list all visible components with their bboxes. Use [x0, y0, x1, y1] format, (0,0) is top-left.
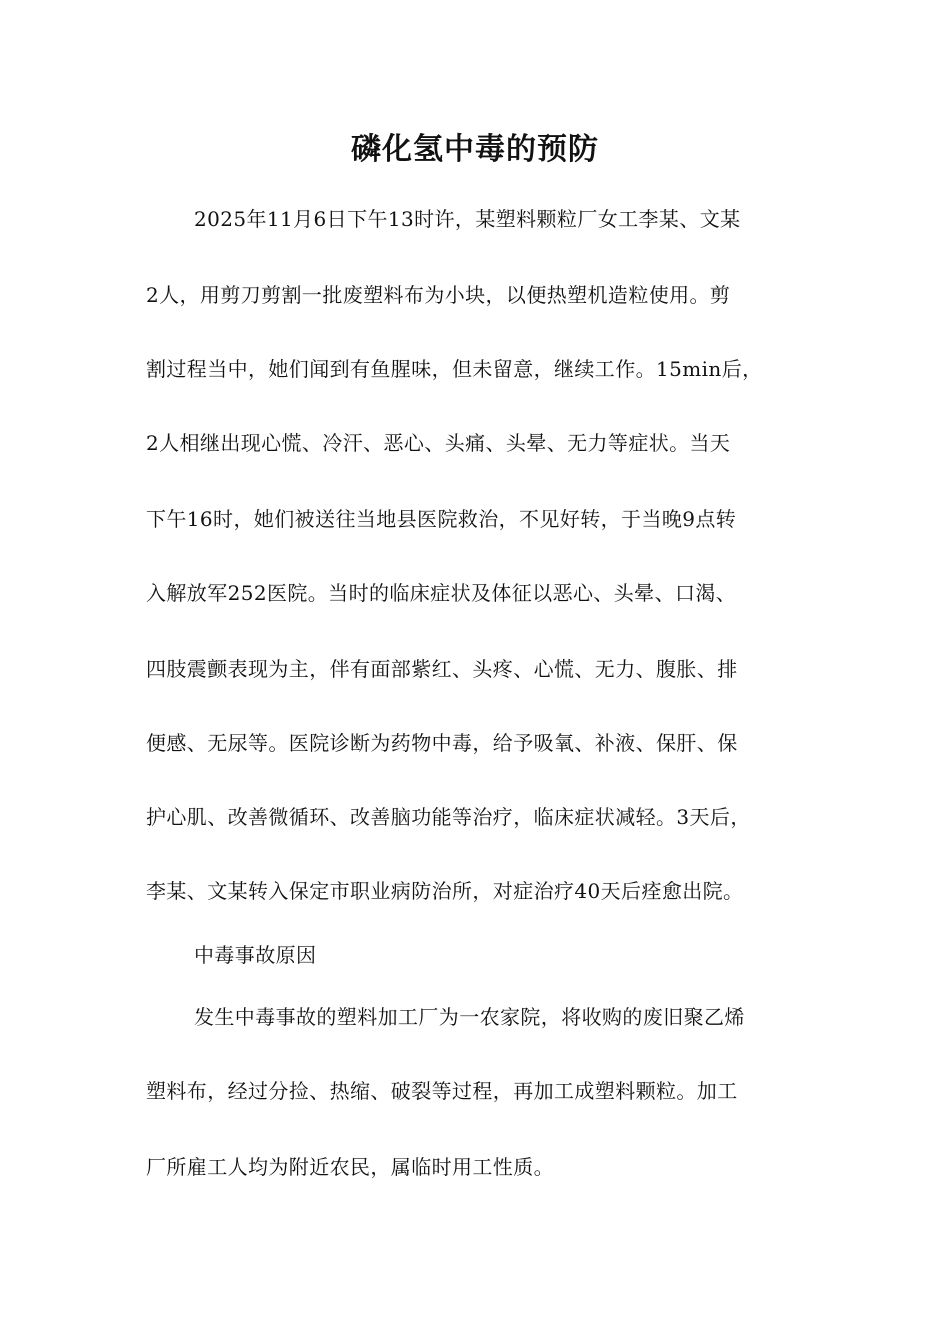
paragraph-line: 入解放军252医院。当时的临床症状及体征以恶心、头晕、口渴、	[146, 581, 737, 605]
paragraph-line: 割过程当中，她们闻到有鱼腥味，但未留意，继续工作。15min后，	[146, 357, 763, 381]
paragraph-line: 便感、无尿等。医院诊断为药物中毒，给予吸氧、补液、保肝、保	[146, 731, 738, 755]
paragraph-line: 李某、文某转入保定市职业病防治所，对症治疗40天后痊愈出院。	[146, 879, 744, 903]
paragraph-line: 下午16时，她们被送往当地县医院救治，不见好转，于当晚9点转	[146, 507, 737, 531]
paragraph-line: 发生中毒事故的塑料加工厂为一农家院，将收购的废旧聚乙烯	[194, 1005, 745, 1029]
paragraph-line: 厂所雇工人均为附近农民，属临时用工性质。	[146, 1155, 554, 1179]
paragraph-line: 护心肌、改善微循环、改善脑功能等治疗，临床症状减轻。3天后，	[146, 805, 751, 829]
section-heading: 中毒事故原因	[194, 943, 317, 967]
document-title: 磷化氢中毒的预防	[351, 132, 599, 167]
paragraph-line: 2人相继出现心慌、冷汗、恶心、头痛、头晕、无力等症状。当天	[146, 431, 731, 455]
paragraph-line: 2025年11月6日下午13时许，某塑料颗粒厂女工李某、文某	[194, 207, 741, 231]
paragraph-line: 2人，用剪刀剪割一批废塑料布为小块，以便热塑机造粒使用。剪	[146, 283, 731, 307]
paragraph-line: 四肢震颤表现为主，伴有面部紫红、头疼、心慌、无力、腹胀、排	[146, 657, 738, 681]
paragraph-line: 塑料布，经过分捡、热缩、破裂等过程，再加工成塑料颗粒。加工	[146, 1079, 738, 1103]
